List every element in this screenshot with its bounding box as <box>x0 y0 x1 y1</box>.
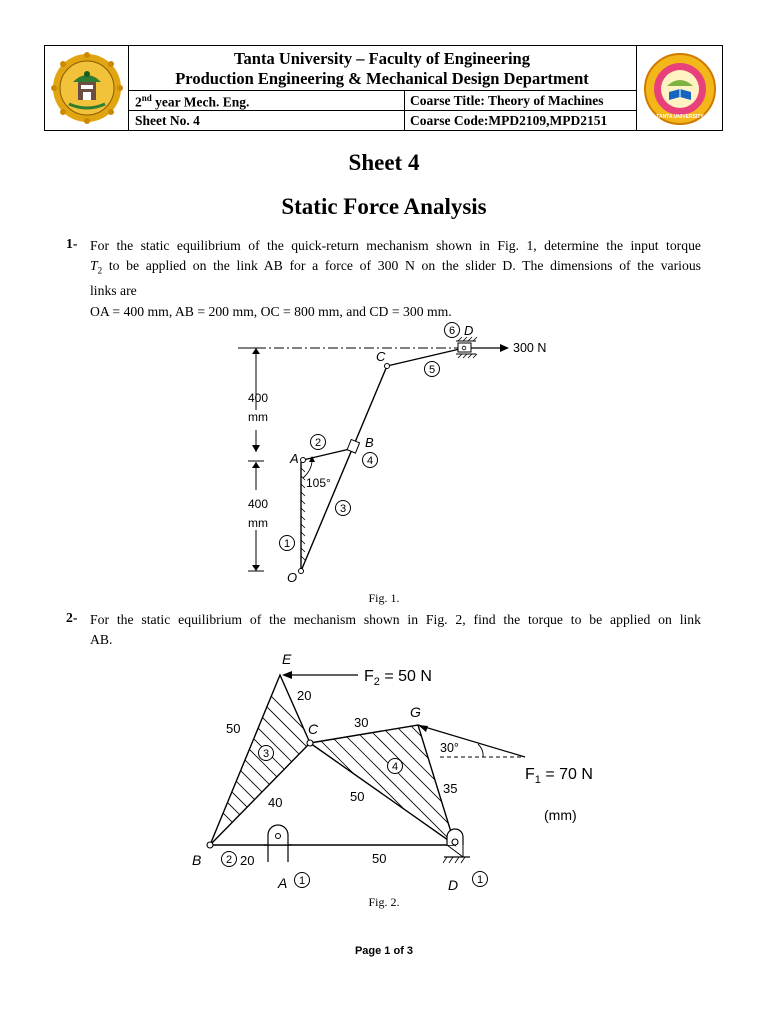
question-2-line: For the static equilibrium of the mechanism shown in Fig. 2, find the torque to be applied on link <box>90 612 701 627</box>
point-label-d: D <box>448 877 459 893</box>
pin-a <box>276 834 281 839</box>
angle-label: 30° <box>440 741 459 755</box>
units-label: (mm) <box>544 807 577 823</box>
dimension-cg: 30 <box>354 715 369 730</box>
link-number: 1 <box>298 875 306 887</box>
arrow-up-icon <box>252 348 260 354</box>
force-f1-line <box>418 725 525 757</box>
question-1-line: For the static equilibrium of the quick-return mechanism shown in Fig. 1, determine the input torque <box>90 238 701 253</box>
dimension-cb: 40 <box>268 795 283 810</box>
arrow-up-icon <box>252 462 260 468</box>
footer-total: 3 <box>406 945 414 957</box>
point-label-g: G <box>410 704 421 720</box>
point-label-o: O <box>287 570 298 585</box>
link-oc <box>301 366 387 571</box>
point-label-c: C <box>308 721 319 737</box>
dimension-value: 400 <box>247 497 269 511</box>
point-label-e: E <box>282 651 292 667</box>
question-1-number: 1- <box>66 236 78 251</box>
year-text: year Mech. Eng. <box>155 94 250 110</box>
seal-lettering: TANTA UNIVERSITY <box>656 114 704 120</box>
pin-c <box>307 740 313 746</box>
arrow-left-icon <box>282 671 292 679</box>
link-number: 1 <box>476 874 484 886</box>
link-number: 5 <box>428 364 436 376</box>
force-subscript: 2 <box>373 676 380 688</box>
point-label-b: B <box>365 435 374 450</box>
dimension-value: 400 <box>247 391 269 405</box>
angle-arc <box>478 744 483 757</box>
ground-hatching <box>443 857 465 863</box>
question-1-line: links are <box>90 283 137 299</box>
angle-label: 105° <box>306 476 331 490</box>
year-suffix: nd <box>141 93 152 103</box>
force-value: = 70 N <box>540 766 593 783</box>
arrow-down-icon <box>252 445 260 452</box>
point-label-c: C <box>376 349 386 364</box>
arrow-right-icon <box>500 344 509 352</box>
page-footer <box>0 945 768 957</box>
pin-o <box>299 569 304 574</box>
pin-a <box>301 458 306 463</box>
question-2-number: 2- <box>66 610 78 625</box>
dimension-ec: 20 <box>297 688 312 703</box>
link-ab <box>303 448 354 460</box>
link-number: 3 <box>339 503 347 515</box>
pin-d <box>462 346 466 350</box>
torque-subscript: 2 <box>97 266 103 277</box>
support-leg <box>447 845 463 857</box>
point-label-a: A <box>278 875 288 891</box>
figure-2-mechanism <box>0 640 768 900</box>
force-f1-label <box>525 766 593 786</box>
point-label-b: B <box>192 852 202 868</box>
figure-1-caption: Fig. 1. <box>368 591 400 605</box>
footer-page: 1 <box>384 945 391 957</box>
dimension-eb: 50 <box>226 721 241 736</box>
torque-symbol: T <box>90 258 98 274</box>
question-1-dimensions: OA = 400 mm, AB = 200 mm, OC = 800 mm, and CD = 300 mm. <box>90 303 452 319</box>
link-number: 4 <box>391 761 399 773</box>
link-cd <box>387 348 464 366</box>
link-number: 2 <box>225 854 233 866</box>
point-label-a: A <box>290 451 299 466</box>
pin-d <box>452 839 458 845</box>
pin-b <box>207 842 213 848</box>
university-name: Tanta University – Faculty of Engineering <box>234 49 530 68</box>
force-label: 300 N <box>513 341 547 355</box>
course-code: Coarse Code:MPD2109,MPD2151 <box>410 113 608 128</box>
question-2-line: AB. <box>90 632 113 648</box>
force-symbol: F <box>525 766 535 783</box>
question-1-line-rest: to be applied on the link AB for a force of 300 N on the slider D. The dimensions of the various <box>102 258 701 274</box>
arrow-down-icon <box>252 565 260 571</box>
force-subscript: 1 <box>534 774 541 786</box>
link-number: 3 <box>262 748 270 760</box>
dimension-gd: 35 <box>443 781 458 796</box>
force-f2-label <box>364 668 432 688</box>
year-number: 2 <box>135 94 142 110</box>
footer-of: of <box>390 945 407 957</box>
slider-block-b <box>347 439 359 453</box>
figure-2-caption: Fig. 2. <box>368 895 400 909</box>
point-label-d: D <box>464 323 474 338</box>
dimension-cd: 50 <box>350 789 365 804</box>
link-number: 1 <box>283 538 291 550</box>
force-symbol: F <box>364 668 374 685</box>
dimension-ba: 20 <box>240 853 255 868</box>
page-subtitle: Static Force Analysis <box>281 194 487 219</box>
dimension-ad: 50 <box>372 851 387 866</box>
dimension-unit: mm <box>248 516 268 530</box>
link-number: 6 <box>448 325 456 337</box>
sheet-number: Sheet No. 4 <box>135 113 200 128</box>
department-name: Production Engineering & Mechanical Design Department <box>175 69 589 88</box>
page-title: Sheet 4 <box>348 150 420 175</box>
link-number: 2 <box>314 437 322 449</box>
force-value: = 50 N <box>379 668 432 685</box>
link-number: 4 <box>366 455 374 467</box>
pin-c <box>385 364 390 369</box>
footer-prefix: Page <box>354 945 385 957</box>
dimension-unit: mm <box>248 410 268 424</box>
course-title: Coarse Title: Theory of Machines <box>410 93 604 108</box>
